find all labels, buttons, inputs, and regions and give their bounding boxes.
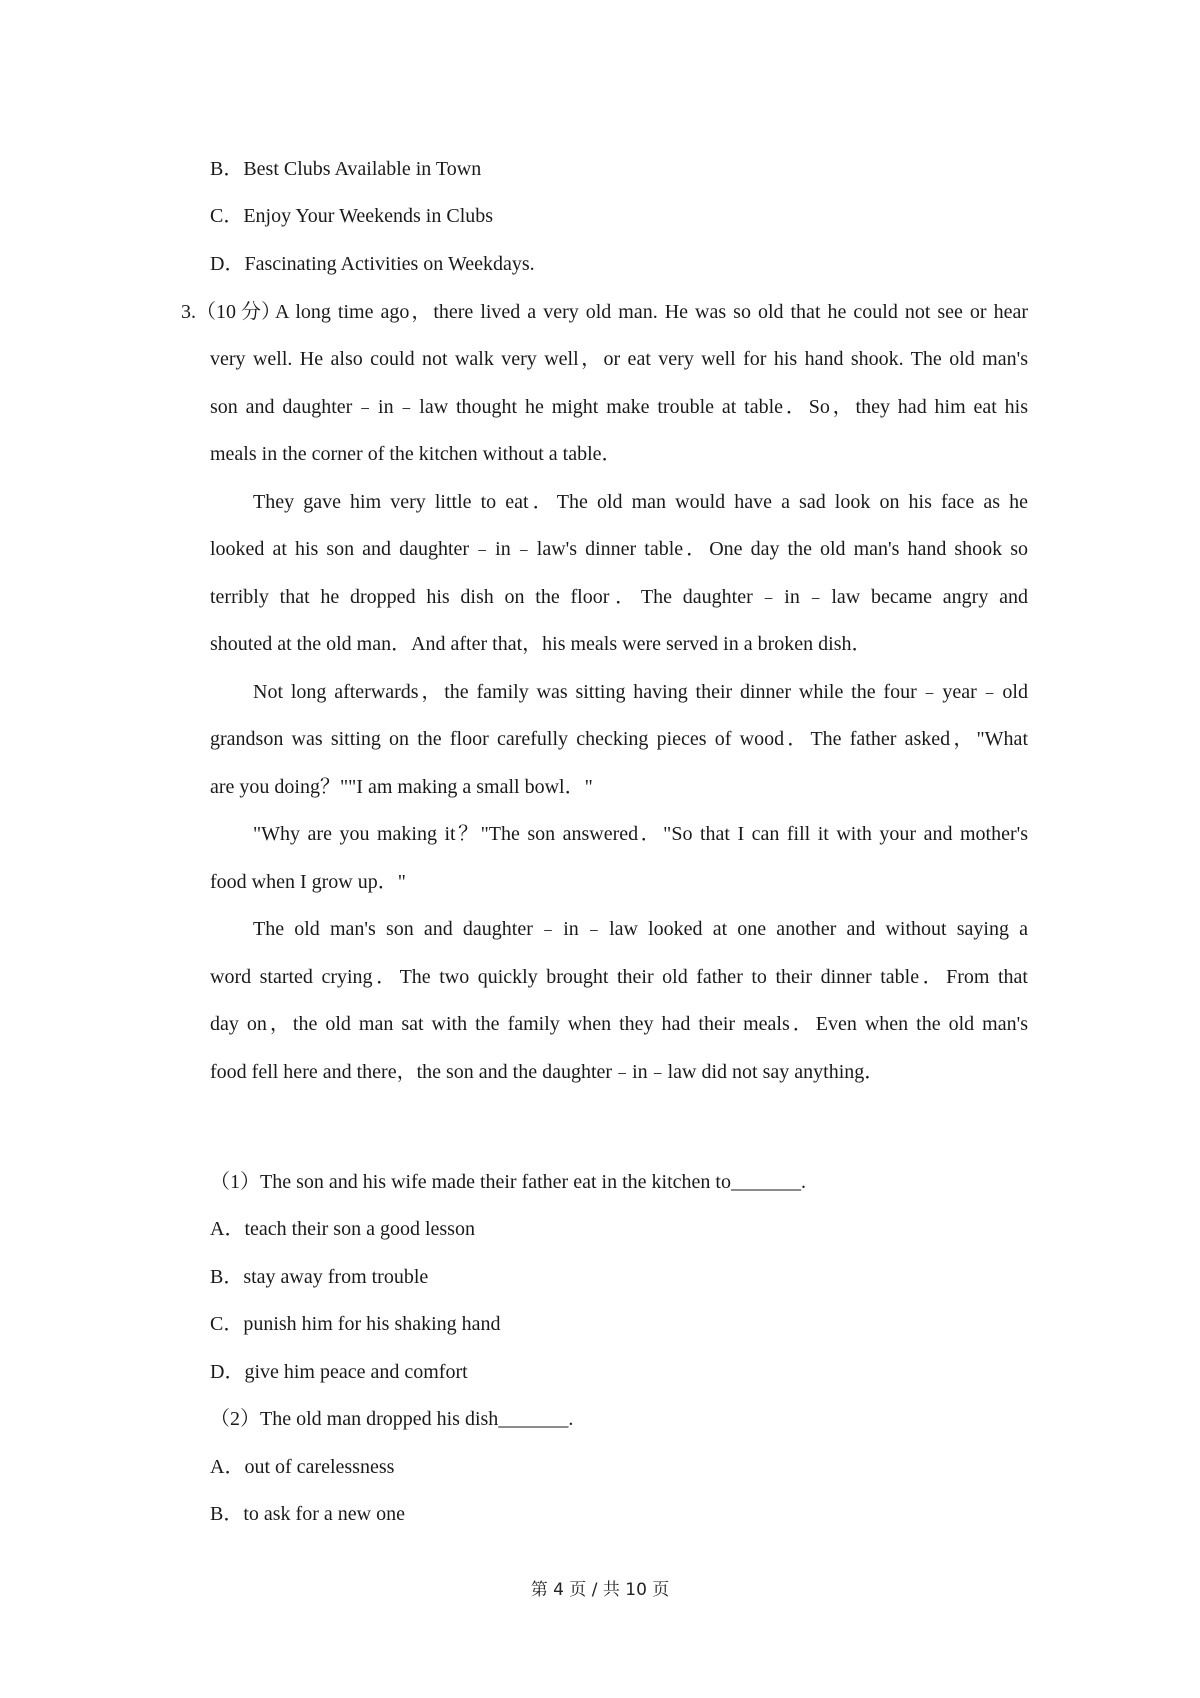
sub-question-2	[210, 1405, 573, 1433]
option-c-prev: C．Enjoy Your Weekends in Clubs	[210, 205, 494, 227]
sub-question-2-end: .	[568, 1408, 574, 1430]
sub-question-1-option-a: A．teach their son a good lesson	[210, 1218, 475, 1240]
paragraph-3-line-2: food when I grow up．"	[210, 871, 406, 893]
question-header	[181, 298, 281, 326]
option-b-prev: B．Best Clubs Available in Town	[210, 158, 482, 180]
paragraph-1-line-4: shouted at the old man．And after that，his meals were served in a broken dish．	[210, 633, 872, 655]
paragraph-4-line-4: food fell here and there，the son and the daughter﹣in﹣law did not say anything．	[210, 1061, 885, 1083]
paragraph-1-line-1: They gave him very little to eat．The old man would have a sad look on his face as he	[253, 491, 1028, 513]
sub-question-1-option-b: B．stay away from trouble	[210, 1266, 429, 1288]
question-number: 3.	[181, 301, 196, 323]
sub-question-2-option-a: A．out of carelessness	[210, 1456, 395, 1478]
sub-question-2-blank[interactable]: _______	[498, 1408, 569, 1430]
question-line-4: meals in the corner of the kitchen without a table．	[210, 443, 622, 465]
paragraph-2-line-3: are you doing？""I am making a small bowl．"	[210, 776, 593, 798]
paragraph-4-line-1: The old man's son and daughter﹣in﹣law looked at one another and without saying a	[253, 918, 1028, 940]
sub-question-2-stem: （2）The old man dropped his dish	[210, 1408, 499, 1430]
paragraph-2-line-2: grandson was sitting on the floor carefully checking pieces of wood．The father asked，"What	[210, 728, 1028, 750]
paragraph-4-line-3: day on，the old man sat with the family when they had their meals．Even when the old man's	[210, 1013, 1028, 1035]
sub-question-1-end: .	[800, 1171, 806, 1193]
paragraph-1-line-2: looked at his son and daughter﹣in﹣law's dinner table．One day the old man's hand shook so	[210, 538, 1028, 560]
question-score: （10 分）	[196, 301, 281, 323]
question-line-1: A long time ago，there lived a very old man. He was so old that he could not see or hear	[275, 301, 1028, 323]
question-line-2: very well. He also could not walk very well，or eat very well for his hand shook. The old man's	[210, 348, 1028, 370]
sub-question-1-option-d: D．give him peace and comfort	[210, 1361, 468, 1383]
sub-question-1-blank[interactable]: _______	[730, 1171, 801, 1193]
page-footer: 第 4 页 / 共 10 页	[530, 1580, 670, 1600]
question-line-3: son and daughter﹣in﹣law thought he might make trouble at table．So，they had him eat his	[210, 396, 1028, 418]
sub-question-1	[210, 1168, 806, 1196]
paragraph-4-line-2: word started crying．The two quickly brought their old father to their dinner table．From that	[210, 966, 1028, 988]
paragraph-2-line-1: Not long afterwards，the family was sitting having their dinner while the four﹣year﹣old	[253, 681, 1028, 703]
paragraph-3-line-1: "Why are you making it？"The son answered．"So that I can fill it with your and mother's	[253, 823, 1028, 845]
sub-question-1-stem: （1）The son and his wife made their father eat in the kitchen to	[210, 1171, 731, 1193]
paragraph-1-line-3: terribly that he dropped his dish on the floor．The daughter﹣in﹣law became angry and	[210, 586, 1028, 608]
option-d-prev: D．Fascinating Activities on Weekdays.	[210, 253, 535, 275]
sub-question-1-option-c: C．punish him for his shaking hand	[210, 1313, 501, 1335]
sub-question-2-option-b: B．to ask for a new one	[210, 1503, 405, 1525]
